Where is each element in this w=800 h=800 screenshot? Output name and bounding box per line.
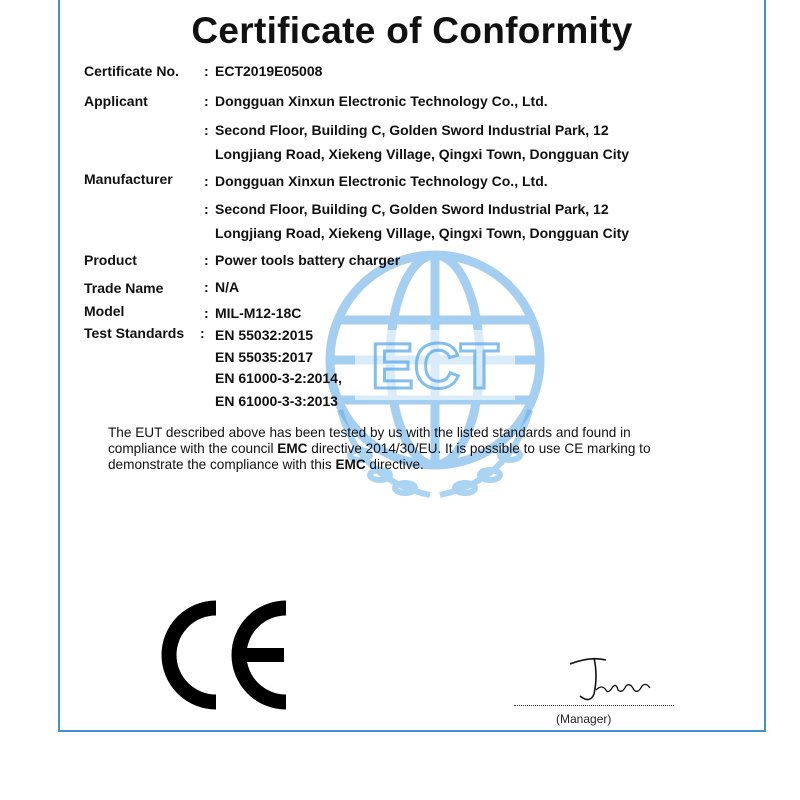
statement-text: demonstrate the compliance with this [108, 457, 336, 472]
product-label: Product [84, 252, 137, 268]
applicant-address-line1: Second Floor, Building C, Golden Sword Industrial Park, 12 [215, 122, 609, 138]
colon: : [204, 279, 209, 295]
statement-emphasis: EMC [277, 441, 308, 456]
ce-mark-logo [158, 600, 298, 710]
statement-text: directive. [365, 457, 424, 472]
statement-line-2 [108, 441, 758, 457]
frame-border-bottom [58, 730, 766, 732]
certificate-no-label: Certificate No. [84, 63, 179, 79]
compliance-statement [108, 425, 758, 473]
test-standard-item: EN 55032:2015 [215, 327, 314, 343]
applicant-name: Dongguan Xinxun Electronic Technology Co., Ltd. [215, 93, 548, 109]
colon: : [204, 252, 209, 268]
applicant-label: Applicant [84, 93, 148, 109]
test-standards-label: Test Standards [84, 325, 185, 341]
page-title: Certificate of Conformity [191, 10, 633, 51]
colon: : [200, 325, 205, 341]
colon: : [204, 122, 209, 138]
colon: : [204, 63, 209, 79]
manufacturer-address-line1: Second Floor, Building C, Golden Sword Industrial Park, 12 [215, 201, 609, 217]
statement-text: compliance with the council [108, 441, 278, 456]
frame-border-right [764, 0, 766, 732]
applicant-address-line2: Longjiang Road, Xiekeng Village, Qingxi Town, Dongguan City [215, 146, 630, 162]
model-value: MIL-M12-18C [215, 305, 302, 321]
signature-line [514, 705, 674, 706]
statement-emphasis: EMC [335, 457, 366, 472]
manufacturer-label: Manufacturer [84, 171, 173, 187]
test-standard-item: EN 55035:2017 [215, 349, 314, 365]
frame-border-left [58, 0, 60, 732]
model-label: Model [84, 303, 125, 319]
manager-signature [550, 646, 670, 706]
manufacturer-name: Dongguan Xinxun Electronic Technology Co., Ltd. [215, 173, 548, 189]
watermark-text: ECT [371, 330, 499, 402]
test-standard-item: EN 61000-3-3:2013 [215, 393, 338, 409]
statement-line-3 [108, 457, 758, 473]
colon: : [204, 173, 209, 189]
manufacturer-address-line2: Longjiang Road, Xiekeng Village, Qingxi Town, Dongguan City [215, 225, 630, 241]
certificate-no-value: ECT2019E05008 [215, 63, 323, 79]
colon: : [204, 93, 209, 109]
colon: : [204, 305, 209, 321]
statement-line-1: The EUT described above has been tested by us with the listed standards and found in [108, 425, 631, 440]
statement-text: directive 2014/30/EU. It is possible to use CE marking to [307, 441, 651, 456]
colon: : [204, 201, 209, 217]
trade-name-label: Trade Name [84, 280, 164, 296]
product-value: Power tools battery charger [215, 252, 401, 268]
trade-name-value: N/A [215, 279, 240, 295]
test-standard-item: EN 61000-3-2:2014, [215, 370, 342, 386]
signatory-role: (Manager) [556, 712, 612, 726]
